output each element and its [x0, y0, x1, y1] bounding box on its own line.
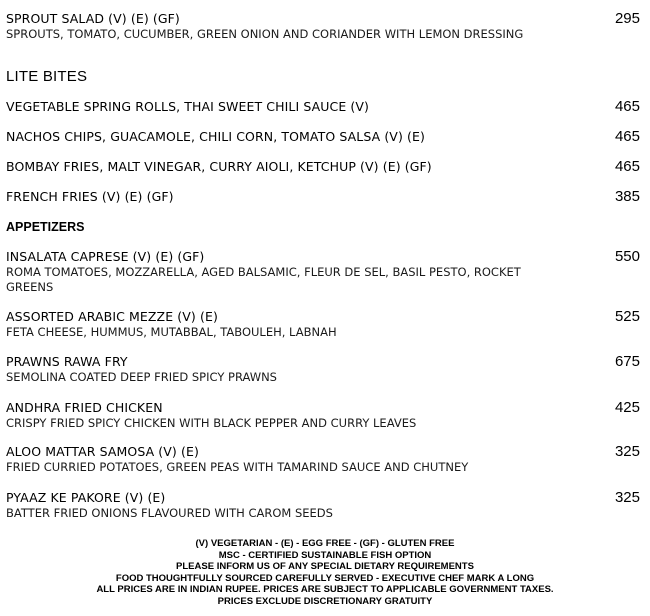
item-description: CRISPY FRIED SPICY CHICKEN WITH BLACK PEPPER AND CURRY LEAVES [6, 416, 417, 430]
menu-item [6, 354, 640, 385]
menu-item [6, 159, 640, 175]
item-price: 295 [614, 10, 640, 27]
item-name: ASSORTED ARABIC MEZZE (V) (E) [6, 309, 218, 324]
item-name: PRAWNS RAWA FRY [6, 354, 128, 369]
footer-chef-note: FOOD THOUGHTFULLY SOURCED CAREFULLY SERVED - EXECUTIVE CHEF MARK A LONG [115, 572, 535, 584]
menu-item-sprout-salad [6, 11, 640, 42]
item-name: VEGETABLE SPRING ROLLS, THAI SWEET CHILI SAUCE (V) [6, 99, 370, 114]
item-name: FRENCH FRIES (V) (E) (GF) [6, 189, 174, 204]
menu-item [6, 249, 640, 295]
section-title-lite-bites: LITE BITES [6, 68, 88, 85]
item-description: SEMOLINA COATED DEEP FRIED SPICY PRAWNS [6, 370, 277, 384]
item-description: BATTER FRIED ONIONS FLAVOURED WITH CAROM SEEDS [6, 506, 333, 520]
menu-footer-notes [0, 538, 650, 607]
item-name: NACHOS CHIPS, GUACAMOLE, CHILI CORN, TOMATO SALSA (V) (E) [6, 129, 425, 144]
footer-dietary-request: PLEASE INFORM US OF ANY SPECIAL DIETARY REQUIREMENTS [176, 561, 474, 572]
item-description: FRIED CURRIED POTATOES, GREEN PEAS WITH TAMARIND SAUCE AND CHUTNEY [6, 460, 469, 474]
item-name: ALOO MATTAR SAMOSA (V) (E) [6, 444, 199, 459]
item-description: ROMA TOMATOES, MOZZARELLA, AGED BALSAMIC, FLEUR DE SEL, BASIL PESTO, ROCKET GREENS [6, 265, 521, 294]
item-price: 550 [614, 248, 640, 265]
item-price: 465 [614, 128, 640, 145]
item-description: SPROUTS, TOMATO, CUCUMBER, GREEN ONION AND CORIANDER WITH LEMON DRESSING [6, 27, 524, 41]
item-price: 325 [614, 443, 640, 460]
item-price: 465 [614, 98, 640, 115]
menu-item [6, 309, 640, 340]
item-name: SPROUT SALAD (V) (E) (GF) [6, 11, 180, 26]
item-name: INSALATA CAPRESE (V) (E) (GF) [6, 249, 205, 264]
menu-item [6, 444, 640, 475]
menu-item [6, 99, 640, 115]
menu-item [6, 129, 640, 145]
item-name: BOMBAY FRIES, MALT VINEGAR, CURRY AIOLI, KETCHUP (V) (E) (GF) [6, 159, 432, 174]
item-price: 465 [614, 158, 640, 175]
menu-item [6, 189, 640, 205]
footer-dietary-legend: (V) VEGETARIAN - (E) - EGG FREE - (GF) - GLUTEN FREE [195, 538, 455, 549]
menu-item [6, 400, 640, 431]
item-price: 385 [614, 188, 640, 205]
footer-msc-note: MSC - CERTIFIED SUSTAINABLE FISH OPTION [218, 549, 432, 561]
item-price: 675 [614, 353, 640, 370]
item-name: PYAAZ KE PAKORE (V) (E) [6, 490, 166, 505]
item-description: FETA CHEESE, HUMMUS, MUTABBAL, TABOULEH, LABNAH [6, 325, 337, 339]
item-price: 325 [614, 489, 640, 506]
footer-gratuity-note: PRICES EXCLUDE DISCRETIONARY GRATUITY [217, 595, 433, 607]
section-title-appetizers: APPETIZERS [6, 220, 85, 234]
item-price: 425 [614, 399, 640, 416]
item-name: ANDHRA FRIED CHICKEN [6, 400, 163, 415]
menu-item [6, 490, 640, 521]
item-price: 525 [614, 308, 640, 325]
footer-prices-note: ALL PRICES ARE IN INDIAN RUPEE. PRICES ARE SUBJECT TO APPLICABLE GOVERNMENT TAXES. [96, 584, 554, 595]
